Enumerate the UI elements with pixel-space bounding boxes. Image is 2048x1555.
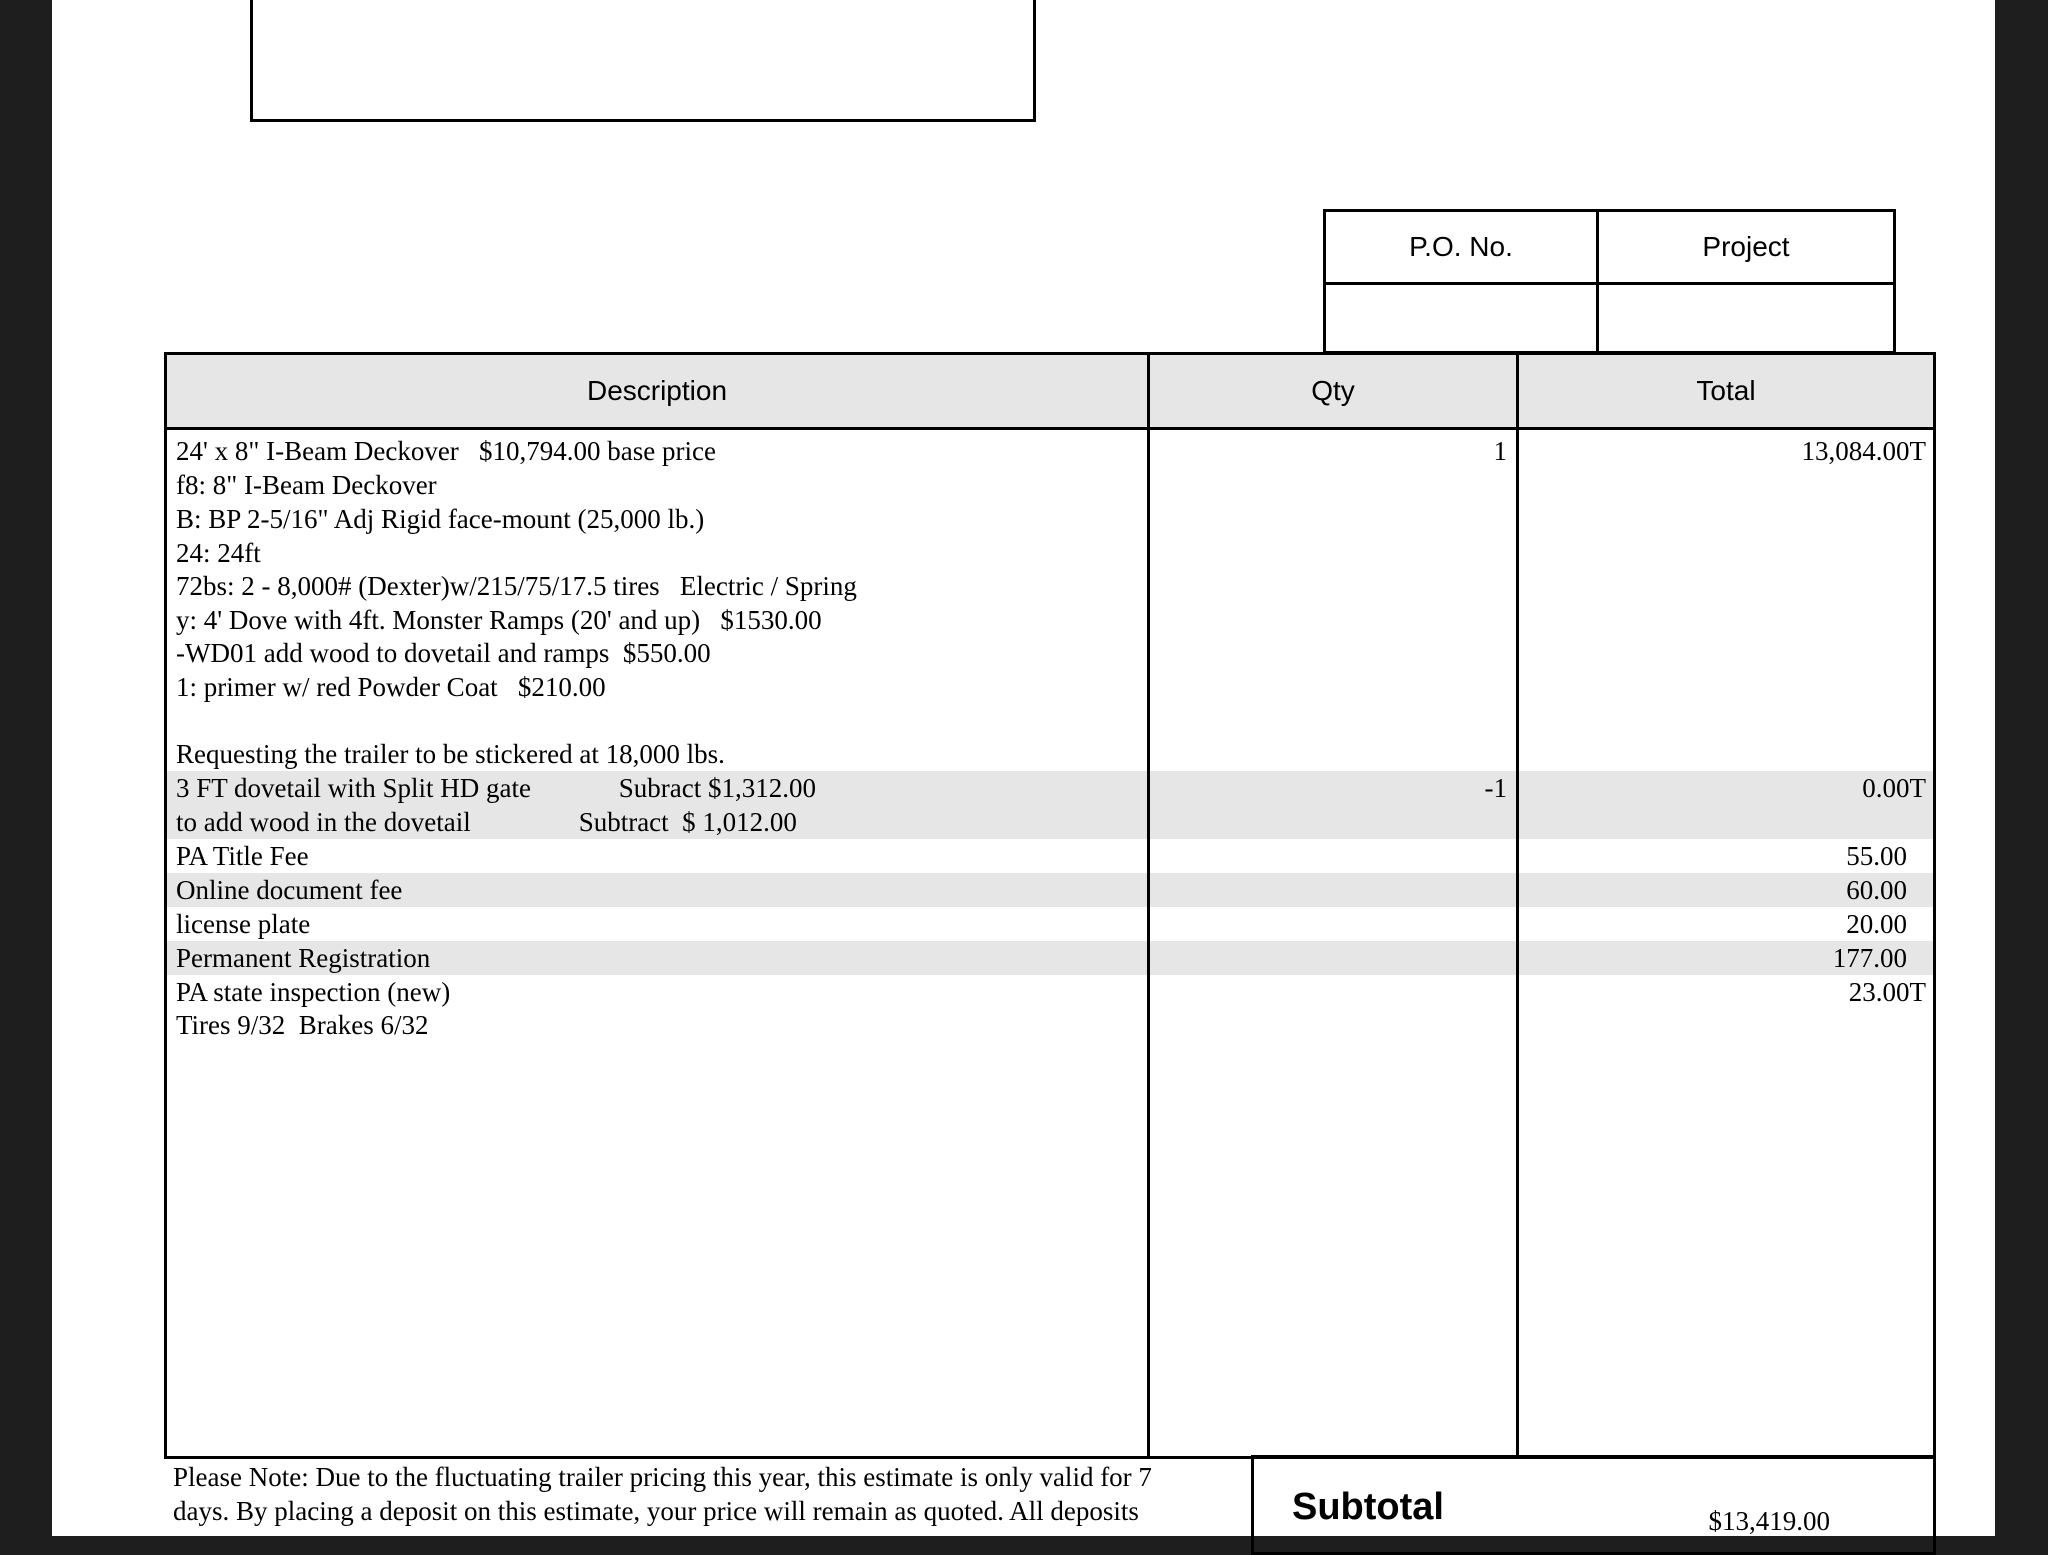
description-line: 24' x 8" I-Beam Deckover $10,794.00 base price xyxy=(176,436,716,466)
estimate-page xyxy=(52,0,1995,1536)
address-box xyxy=(250,0,1036,122)
project-value xyxy=(1599,285,1893,355)
description-line: 3 FT dovetail with Split HD gate Subract $1,312.00 xyxy=(176,773,816,803)
total-value: 60.00 xyxy=(1846,875,1907,905)
row-band xyxy=(167,873,1933,907)
project-header: Project xyxy=(1702,231,1790,262)
po-number-header: P.O. No. xyxy=(1409,231,1513,262)
subtotal-value: $13,419.00 xyxy=(1708,1506,1830,1536)
row-band xyxy=(167,941,1933,975)
po-number-value xyxy=(1326,285,1596,355)
description-line: license plate xyxy=(176,909,311,939)
description-line: 72bs: 2 - 8,000# (Dexter)w/215/75/17.5 tires Electric / Spring xyxy=(176,571,857,601)
description-line: to add wood in the dovetail Subtract $ 1,012.00 xyxy=(176,807,797,837)
qty-header: Qty xyxy=(1311,375,1355,406)
description-line: f8: 8" I-Beam Deckover xyxy=(176,470,437,500)
description-line: y: 4' Dove with 4ft. Monster Ramps (20' and up) $1530.00 xyxy=(176,605,822,635)
description-line: 1: primer w/ red Powder Coat $210.00 xyxy=(176,672,606,702)
description-line: Permanent Registration xyxy=(176,943,431,973)
total-value: 0.00T xyxy=(1862,773,1926,803)
description-line: -WD01 add wood to dovetail and ramps $550.00 xyxy=(176,638,711,668)
description-line: B: BP 2-5/16" Adj Rigid face-mount (25,000 lb.) xyxy=(176,504,705,534)
description-line: Tires 9/32 Brakes 6/32 xyxy=(176,1010,429,1040)
po-project-table xyxy=(1323,209,1896,354)
description-line: 24: 24ft xyxy=(176,538,261,568)
qty-value: -1 xyxy=(1484,773,1507,803)
line-items-table xyxy=(164,352,1936,1459)
subtotal-label: Subtotal xyxy=(1292,1486,1444,1528)
total-value: 177.00 xyxy=(1832,943,1907,973)
total-header: Total xyxy=(1696,375,1756,406)
qty-value: 1 xyxy=(1493,436,1507,466)
description-line: Requesting the trailer to be stickered at 18,000 lbs. xyxy=(176,739,725,769)
estimate-note xyxy=(173,1460,1273,1528)
column-divider xyxy=(1147,355,1150,1456)
note-line: Please Note: Due to the fluctuating trailer pricing this year, this estimate is only valid for 7 xyxy=(173,1462,1152,1492)
description-header: Description xyxy=(586,375,728,406)
total-value: 20.00 xyxy=(1846,909,1907,939)
total-value: 23.00T xyxy=(1848,977,1926,1007)
note-line: days. By placing a deposit on this estimate, your price will remain as quoted. All deposits xyxy=(173,1496,1139,1526)
description-line: Online document fee xyxy=(176,875,403,905)
total-value: 55.00 xyxy=(1846,841,1907,871)
description-line: PA Title Fee xyxy=(176,841,309,871)
total-value: 13,084.00T xyxy=(1801,436,1926,466)
description-line: PA state inspection (new) xyxy=(176,977,451,1007)
column-divider xyxy=(1516,355,1519,1456)
